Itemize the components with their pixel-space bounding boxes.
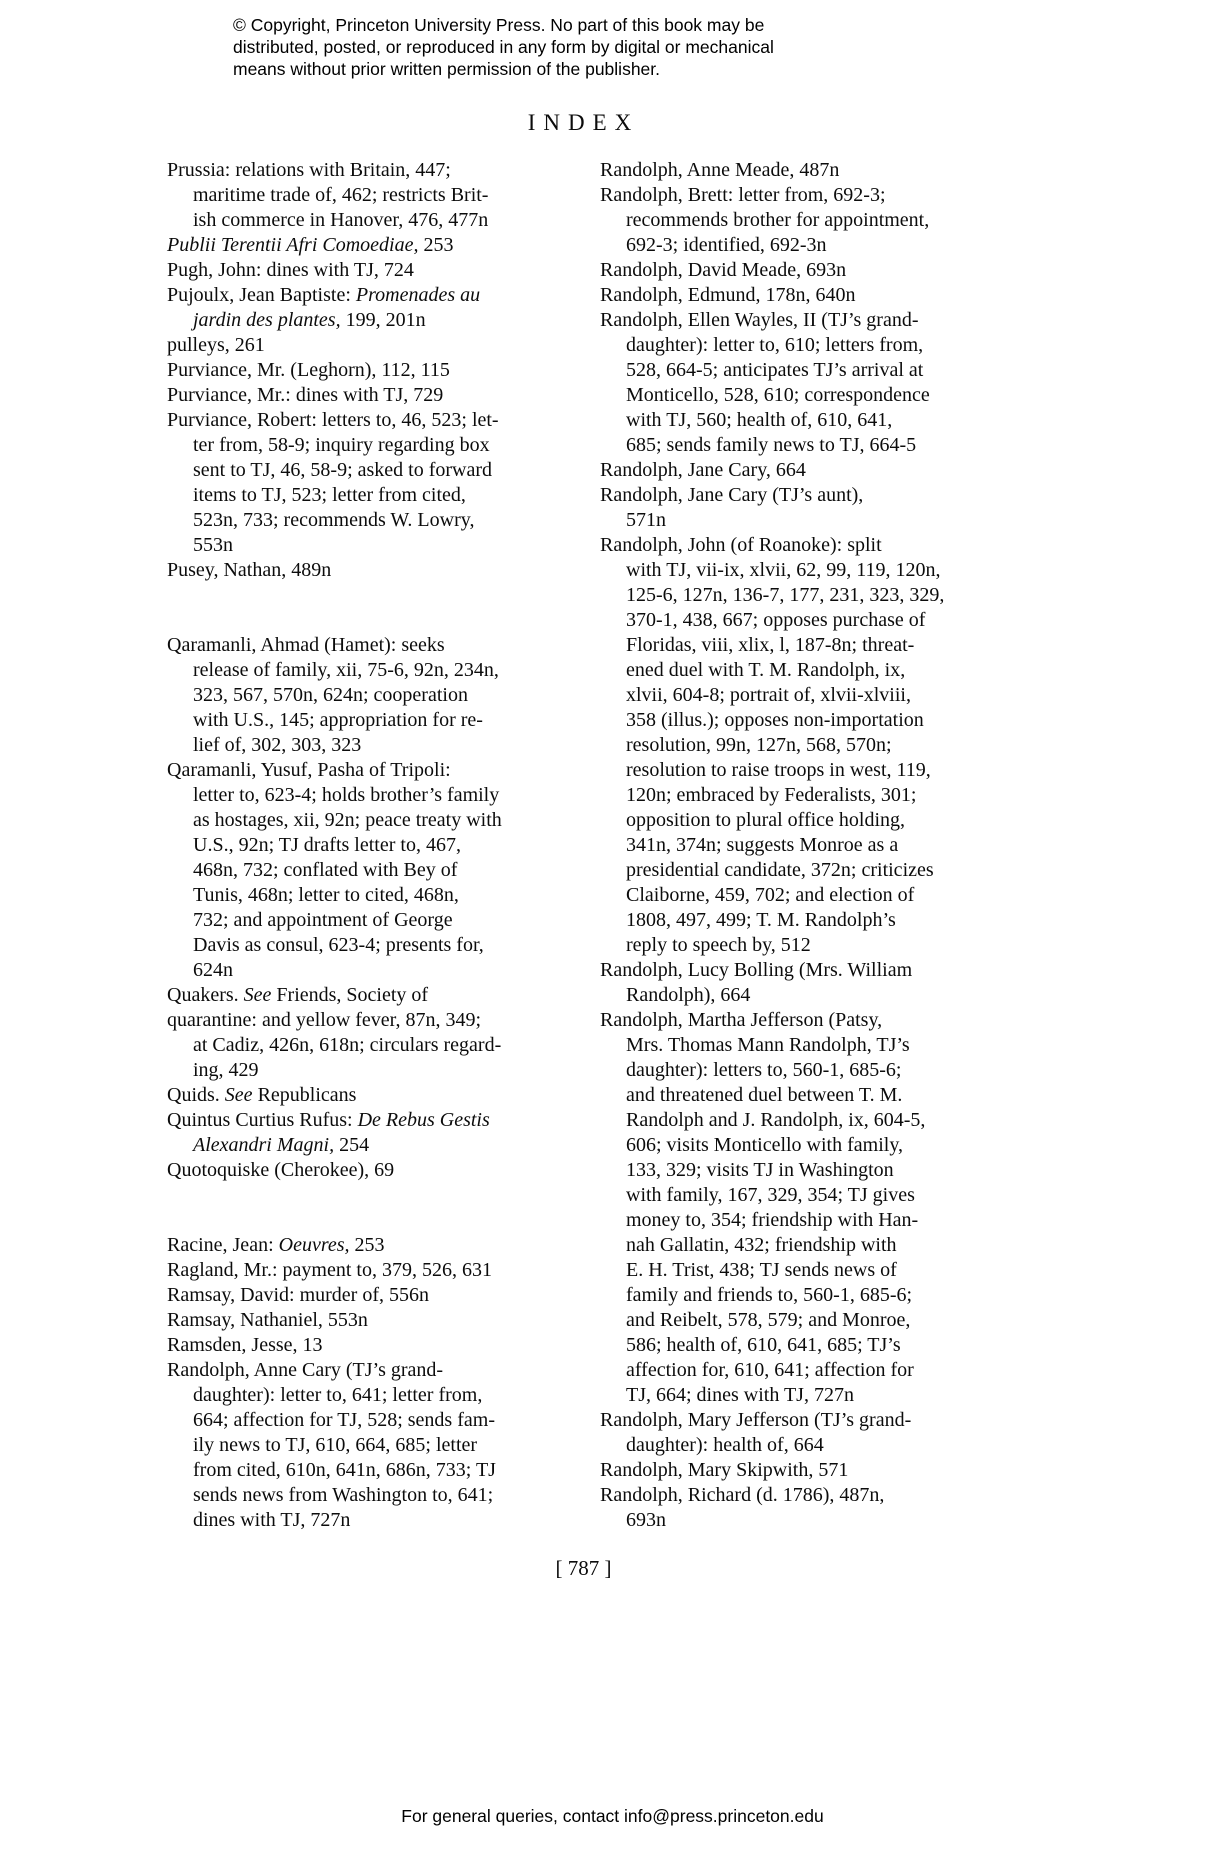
index-line bbox=[600, 1033, 1000, 1058]
index-text-segment: Qaramanli, Ahmad (Hamet): seeks bbox=[167, 634, 445, 656]
index-line bbox=[167, 1158, 567, 1183]
index-text-segment: ish commerce in Hanover, 476, 477n bbox=[193, 209, 489, 231]
index-text-segment: Ramsay, David: murder of, 556n bbox=[167, 1284, 429, 1306]
index-line bbox=[600, 683, 1000, 708]
index-line bbox=[600, 1383, 1000, 1408]
index-entry bbox=[167, 1333, 567, 1358]
index-line bbox=[600, 833, 1000, 858]
index-text-segment: letter to, 623-4; holds brother’s family bbox=[193, 784, 500, 806]
index-line bbox=[167, 808, 567, 833]
index-text-segment: 253 bbox=[418, 234, 454, 256]
index-line bbox=[167, 908, 567, 933]
index-line bbox=[600, 1308, 1000, 1333]
index-line bbox=[167, 333, 567, 358]
index-line bbox=[167, 208, 567, 233]
index-text-segment: ing, 429 bbox=[193, 1059, 259, 1081]
index-text-segment: jardin des plantes, bbox=[193, 309, 341, 331]
index-text-segment: Pugh, John: dines with TJ, 724 bbox=[167, 259, 414, 281]
index-text-segment: 553n bbox=[193, 534, 233, 556]
index-line bbox=[167, 1358, 567, 1383]
index-entry bbox=[167, 1158, 567, 1183]
index-entry bbox=[167, 283, 567, 333]
index-text-segment: Randolph, Anne Cary (TJ’s grand- bbox=[167, 1359, 444, 1381]
index-text-segment: See bbox=[243, 984, 272, 1006]
index-line bbox=[600, 483, 1000, 508]
index-line bbox=[167, 1408, 567, 1433]
index-entry bbox=[167, 333, 567, 358]
index-text-segment: maritime trade of, 462; restricts Brit- bbox=[193, 184, 489, 206]
index-line bbox=[600, 1433, 1000, 1458]
index-text-segment: daughter): letter to, 610; letters from, bbox=[626, 334, 924, 356]
index-text-segment: 370-1, 438, 667; opposes purchase of bbox=[626, 609, 926, 631]
index-entry bbox=[600, 1458, 1000, 1483]
index-line bbox=[167, 1033, 567, 1058]
index-text-segment: Qaramanli, Yusuf, Pasha of Tripoli: bbox=[167, 759, 451, 781]
index-line bbox=[600, 433, 1000, 458]
index-text-segment: sent to TJ, 46, 58-9; asked to forward bbox=[193, 459, 493, 481]
index-group-q bbox=[167, 633, 567, 1183]
index-text-segment: 528, 664-5; anticipates TJ’s arrival at bbox=[626, 359, 924, 381]
index-line bbox=[600, 1358, 1000, 1383]
index-entry bbox=[167, 233, 567, 258]
index-text-segment: Publii Terentii Afri Comoediae, bbox=[167, 234, 419, 256]
index-entry bbox=[167, 1233, 567, 1258]
index-text-segment: Republicans bbox=[252, 1084, 357, 1106]
index-line bbox=[167, 1058, 567, 1083]
index-line bbox=[600, 358, 1000, 383]
index-line bbox=[600, 508, 1000, 533]
index-text-segment: with TJ, vii-ix, xlvii, 62, 99, 119, 120n, bbox=[626, 559, 941, 581]
index-line bbox=[600, 408, 1000, 433]
index-text-segment: Randolph, Mary Jefferson (TJ’s grand- bbox=[600, 1409, 912, 1431]
index-line bbox=[167, 1433, 567, 1458]
index-text-segment: as hostages, xii, 92n; peace treaty with bbox=[193, 809, 502, 831]
index-line bbox=[167, 433, 567, 458]
index-text-segment: reply to speech by, 512 bbox=[626, 934, 811, 956]
index-line bbox=[600, 1458, 1000, 1483]
index-line bbox=[167, 408, 567, 433]
copyright-line: © Copyright, Princeton University Press. No part of this book may be bbox=[233, 15, 765, 35]
index-line bbox=[167, 1008, 567, 1033]
index-line bbox=[600, 1283, 1000, 1308]
index-entry bbox=[600, 308, 1000, 458]
index-text-segment: Randolph, Edmund, 178n, 640n bbox=[600, 284, 856, 306]
index-text-segment: 732; and appointment of George bbox=[193, 909, 453, 931]
index-line bbox=[600, 183, 1000, 208]
index-text-segment: Quakers. bbox=[167, 984, 244, 1006]
index-text-segment: 586; health of, 610, 641, 685; TJ’s bbox=[626, 1334, 901, 1356]
index-line bbox=[600, 1058, 1000, 1083]
index-line bbox=[600, 1083, 1000, 1108]
index-text-segment: De Rebus Gestis bbox=[357, 1109, 490, 1131]
index-line bbox=[167, 233, 567, 258]
index-text-segment: and threatened duel between T. M. bbox=[626, 1084, 903, 1106]
index-text-segment: Floridas, viii, xlix, l, 187-8n; threat- bbox=[626, 634, 915, 656]
index-line bbox=[600, 783, 1000, 808]
index-text-segment: presidential candidate, 372n; criticizes bbox=[626, 859, 934, 881]
index-line bbox=[167, 833, 567, 858]
index-entry bbox=[167, 1008, 567, 1083]
index-text-segment: and Reibelt, 578, 579; and Monroe, bbox=[626, 1309, 911, 1331]
index-line bbox=[600, 458, 1000, 483]
page-number: [ 787 ] bbox=[555, 1556, 612, 1580]
index-text-segment: daughter): health of, 664 bbox=[626, 1434, 824, 1456]
index-group-r bbox=[167, 1233, 567, 1533]
index-entry bbox=[600, 533, 1000, 958]
index-text-segment: Promenades au bbox=[355, 284, 481, 306]
index-entry bbox=[600, 1408, 1000, 1458]
index-text-segment: Randolph, John (of Roanoke): split bbox=[600, 534, 882, 556]
index-entry bbox=[600, 458, 1000, 483]
index-text-segment: release of family, xii, 75-6, 92n, 234n, bbox=[193, 659, 499, 681]
index-line bbox=[167, 358, 567, 383]
index-text-segment: 693n bbox=[626, 1509, 666, 1531]
index-line bbox=[600, 1333, 1000, 1358]
index-text-segment: 323, 567, 570n, 624n; cooperation bbox=[193, 684, 468, 706]
index-line bbox=[167, 858, 567, 883]
index-line bbox=[600, 1233, 1000, 1258]
index-line bbox=[167, 308, 567, 333]
index-entry bbox=[600, 958, 1000, 1008]
index-text-segment: Quotoquiske (Cherokee), 69 bbox=[167, 1159, 395, 1181]
index-line bbox=[167, 658, 567, 683]
index-text-segment: Randolph, David Meade, 693n bbox=[600, 259, 847, 281]
index-text-segment: Randolph, Jane Cary (TJ’s aunt), bbox=[600, 484, 864, 506]
index-line bbox=[600, 908, 1000, 933]
index-text-segment: 253 bbox=[349, 1234, 385, 1256]
copyright-notice bbox=[233, 14, 774, 80]
index-line bbox=[600, 258, 1000, 283]
index-text-segment: items to TJ, 523; letter from cited, bbox=[193, 484, 466, 506]
index-line bbox=[600, 583, 1000, 608]
index-entry bbox=[167, 408, 567, 558]
index-line bbox=[600, 633, 1000, 658]
index-line bbox=[600, 558, 1000, 583]
index-line bbox=[167, 1458, 567, 1483]
index-entry bbox=[167, 1108, 567, 1158]
index-text-segment: 120n; embraced by Federalists, 301; bbox=[626, 784, 917, 806]
index-text-segment: resolution to raise troops in west, 119, bbox=[626, 759, 931, 781]
index-line bbox=[600, 1258, 1000, 1283]
index-text-segment: 133, 329; visits TJ in Washington bbox=[626, 1159, 894, 1181]
index-text-segment: Quintus Curtius Rufus: bbox=[167, 1109, 358, 1131]
index-text-segment: 664; affection for TJ, 528; sends fam- bbox=[193, 1409, 495, 1431]
index-line bbox=[167, 1233, 567, 1258]
index-text-segment: resolution, 99n, 127n, 568, 570n; bbox=[626, 734, 892, 756]
index-line bbox=[600, 308, 1000, 333]
index-line bbox=[167, 1508, 567, 1533]
index-entry bbox=[600, 183, 1000, 258]
index-text-segment: Ramsden, Jesse, 13 bbox=[167, 1334, 323, 1356]
index-line bbox=[167, 733, 567, 758]
index-line bbox=[167, 708, 567, 733]
index-text-segment: 358 (illus.); opposes non-importation bbox=[626, 709, 924, 731]
index-line bbox=[600, 933, 1000, 958]
index-entry bbox=[600, 283, 1000, 308]
index-line bbox=[167, 258, 567, 283]
index-text-segment: ily news to TJ, 610, 664, 685; letter bbox=[193, 1434, 478, 1456]
index-entry bbox=[167, 1083, 567, 1108]
index-entry bbox=[600, 1008, 1000, 1408]
index-line bbox=[600, 1183, 1000, 1208]
index-line bbox=[600, 1158, 1000, 1183]
index-line bbox=[167, 1258, 567, 1283]
index-text-segment: Pusey, Nathan, 489n bbox=[167, 559, 332, 581]
index-text-segment: Monticello, 528, 610; correspondence bbox=[626, 384, 930, 406]
index-line bbox=[167, 458, 567, 483]
index-entry bbox=[167, 258, 567, 283]
index-text-segment: Randolph, Jane Cary, 664 bbox=[600, 459, 806, 481]
index-line bbox=[600, 208, 1000, 233]
index-line bbox=[600, 1108, 1000, 1133]
index-line bbox=[167, 983, 567, 1008]
index-line bbox=[167, 1133, 567, 1158]
index-line bbox=[600, 158, 1000, 183]
index-entry bbox=[167, 1258, 567, 1283]
index-line bbox=[600, 1408, 1000, 1433]
index-text-segment: affection for, 610, 641; affection for bbox=[626, 1359, 914, 1381]
index-line bbox=[167, 283, 567, 308]
index-line bbox=[167, 1383, 567, 1408]
index-entry bbox=[167, 358, 567, 383]
index-text-segment: Randolph, Richard (d. 1786), 487n, bbox=[600, 1484, 885, 1506]
index-text-segment: Randolph, Anne Meade, 487n bbox=[600, 159, 840, 181]
index-text-segment: Claiborne, 459, 702; and election of bbox=[626, 884, 915, 906]
index-entry bbox=[167, 558, 567, 583]
index-text-segment: 125-6, 127n, 136-7, 177, 231, 323, 329, bbox=[626, 584, 945, 606]
index-entry bbox=[167, 758, 567, 983]
index-line bbox=[600, 858, 1000, 883]
index-text-segment: with U.S., 145; appropriation for re- bbox=[193, 709, 483, 731]
index-text-segment: pulleys, 261 bbox=[167, 334, 265, 356]
index-line bbox=[167, 158, 567, 183]
index-line bbox=[600, 1483, 1000, 1508]
index-text-segment: 523n, 733; recommends W. Lowry, bbox=[193, 509, 475, 531]
index-text-segment: See bbox=[224, 1084, 253, 1106]
index-text-segment: xlvii, 604-8; portrait of, xlvii-xlviii, bbox=[626, 684, 911, 706]
index-line bbox=[600, 808, 1000, 833]
index-line bbox=[600, 608, 1000, 633]
index-text-segment: Ragland, Mr.: payment to, 379, 526, 631 bbox=[167, 1259, 492, 1281]
index-text-segment: Randolph, Brett: letter from, 692-3; bbox=[600, 184, 886, 206]
index-entry bbox=[167, 983, 567, 1008]
index-text-segment: Friends, Society of bbox=[271, 984, 429, 1006]
index-text-segment: opposition to plural office holding, bbox=[626, 809, 906, 831]
index-line bbox=[600, 958, 1000, 983]
index-line bbox=[600, 1208, 1000, 1233]
index-text-segment: 692-3; identified, 692-3n bbox=[626, 234, 827, 256]
index-line bbox=[600, 708, 1000, 733]
index-line bbox=[600, 658, 1000, 683]
index-text-segment: Davis as consul, 623-4; presents for, bbox=[193, 934, 484, 956]
index-text-segment: 685; sends family news to TJ, 664-5 bbox=[626, 434, 917, 456]
index-text-segment: with family, 167, 329, 354; TJ gives bbox=[626, 1184, 915, 1206]
index-column-right bbox=[600, 158, 1000, 1533]
index-text-segment: 1808, 497, 499; T. M. Randolph’s bbox=[626, 909, 896, 931]
page-title: INDEX bbox=[527, 110, 640, 135]
index-line bbox=[167, 1283, 567, 1308]
index-line bbox=[167, 883, 567, 908]
index-line bbox=[600, 983, 1000, 1008]
index-text-segment: at Cadiz, 426n, 618n; circulars regard- bbox=[193, 1034, 502, 1056]
index-text-segment: U.S., 92n; TJ drafts letter to, 467, bbox=[193, 834, 461, 856]
index-text-segment: 199, 201n bbox=[340, 309, 426, 331]
index-text-segment: dines with TJ, 727n bbox=[193, 1509, 351, 1531]
index-text-segment: Purviance, Mr. (Leghorn), 112, 115 bbox=[167, 359, 450, 381]
index-line bbox=[600, 333, 1000, 358]
index-text-segment: nah Gallatin, 432; friendship with bbox=[626, 1234, 897, 1256]
index-text-segment: 606; visits Monticello with family, bbox=[626, 1134, 904, 1156]
index-text-segment: Prussia: relations with Britain, 447; bbox=[167, 159, 451, 181]
index-entry bbox=[167, 1308, 567, 1333]
index-line bbox=[600, 733, 1000, 758]
index-line bbox=[600, 383, 1000, 408]
index-line bbox=[167, 1308, 567, 1333]
index-text-segment: Purviance, Robert: letters to, 46, 523; let- bbox=[167, 409, 499, 431]
index-line bbox=[167, 1083, 567, 1108]
index-text-segment: daughter): letters to, 560-1, 685-6; bbox=[626, 1059, 902, 1081]
index-text-segment: 254 bbox=[334, 1134, 370, 1156]
index-line bbox=[600, 758, 1000, 783]
index-entry bbox=[600, 1483, 1000, 1533]
index-text-segment: Randolph, Martha Jefferson (Patsy, bbox=[600, 1009, 883, 1031]
index-text-segment: Randolph, Mary Skipwith, 571 bbox=[600, 1459, 849, 1481]
index-line bbox=[600, 533, 1000, 558]
index-text-segment: Randolph and J. Randolph, ix, 604-5, bbox=[626, 1109, 926, 1131]
index-entry bbox=[167, 158, 567, 233]
index-text-segment: quarantine: and yellow fever, 87n, 349; bbox=[167, 1009, 482, 1031]
index-text-segment: lief of, 302, 303, 323 bbox=[193, 734, 362, 756]
index-text-segment: 341n, 374n; suggests Monroe as a bbox=[626, 834, 899, 856]
index-line bbox=[600, 883, 1000, 908]
index-entry bbox=[167, 1358, 567, 1533]
index-text-segment: Purviance, Mr.: dines with TJ, 729 bbox=[167, 384, 444, 406]
index-text-segment: Randolph, Ellen Wayles, II (TJ’s grand- bbox=[600, 309, 919, 331]
copyright-line: distributed, posted, or reproduced in any form by digital or mechanical bbox=[233, 37, 774, 57]
index-text-segment: Mrs. Thomas Mann Randolph, TJ’s bbox=[626, 1034, 910, 1056]
index-text-segment: Ramsay, Nathaniel, 553n bbox=[167, 1309, 368, 1331]
index-entry bbox=[600, 158, 1000, 183]
footer-contact: For general queries, contact info@press.princeton.edu bbox=[401, 1806, 824, 1826]
index-line bbox=[167, 758, 567, 783]
index-text-segment: Alexandri Magni, bbox=[193, 1134, 335, 1156]
index-text-segment: TJ, 664; dines with TJ, 727n bbox=[626, 1384, 854, 1406]
index-line bbox=[167, 1333, 567, 1358]
index-entry bbox=[167, 1283, 567, 1308]
index-text-segment: family and friends to, 560-1, 685-6; bbox=[626, 1284, 913, 1306]
index-line bbox=[167, 1483, 567, 1508]
index-text-segment: daughter): letter to, 641; letter from, bbox=[193, 1384, 483, 1406]
index-text-segment: 624n bbox=[193, 959, 233, 981]
index-column-left bbox=[167, 158, 567, 1533]
index-text-segment: E. H. Trist, 438; TJ sends news of bbox=[626, 1259, 897, 1281]
index-line bbox=[167, 183, 567, 208]
index-text-segment: recommends brother for appointment, bbox=[626, 209, 930, 231]
index-entry bbox=[600, 483, 1000, 533]
index-text-segment: Tunis, 468n; letter to cited, 468n, bbox=[193, 884, 459, 906]
index-line bbox=[167, 533, 567, 558]
index-line bbox=[167, 933, 567, 958]
index-text-segment: Randolph), 664 bbox=[626, 984, 751, 1006]
index-text-segment: money to, 354; friendship with Han- bbox=[626, 1209, 919, 1231]
index-line bbox=[167, 1108, 567, 1133]
index-text-segment: with TJ, 560; health of, 610, 641, bbox=[626, 409, 893, 431]
index-text-segment: from cited, 610n, 641n, 686n, 733; TJ bbox=[193, 1459, 496, 1481]
index-line bbox=[600, 1008, 1000, 1033]
index-entry bbox=[167, 383, 567, 408]
index-line bbox=[167, 383, 567, 408]
index-line bbox=[600, 1133, 1000, 1158]
index-group-r bbox=[600, 158, 1000, 1533]
copyright-line: means without prior written permission of the publisher. bbox=[233, 59, 661, 79]
index-text-segment: Quids. bbox=[167, 1084, 225, 1106]
index-line bbox=[600, 1508, 1000, 1533]
index-text-segment: Oeuvres, bbox=[278, 1234, 350, 1256]
index-text-segment: Racine, Jean: bbox=[167, 1234, 279, 1256]
index-entry bbox=[600, 258, 1000, 283]
index-line bbox=[600, 283, 1000, 308]
index-line bbox=[167, 483, 567, 508]
index-line bbox=[600, 233, 1000, 258]
index-text-segment: 468n, 732; conflated with Bey of bbox=[193, 859, 458, 881]
index-line bbox=[167, 508, 567, 533]
index-text-segment: 571n bbox=[626, 509, 666, 531]
index-entry bbox=[167, 633, 567, 758]
index-text-segment: ened duel with T. M. Randolph, ix, bbox=[626, 659, 906, 681]
index-group-p bbox=[167, 158, 567, 583]
index-text-segment: sends news from Washington to, 641; bbox=[193, 1484, 494, 1506]
index-line bbox=[167, 558, 567, 583]
index-line bbox=[167, 633, 567, 658]
index-line bbox=[167, 958, 567, 983]
index-text-segment: Randolph, Lucy Bolling (Mrs. William bbox=[600, 959, 913, 981]
index-line bbox=[167, 783, 567, 808]
index-text-segment: Pujoulx, Jean Baptiste: bbox=[167, 284, 356, 306]
index-text-segment: ter from, 58-9; inquiry regarding box bbox=[193, 434, 490, 456]
index-columns bbox=[167, 158, 1000, 1533]
index-line bbox=[167, 683, 567, 708]
